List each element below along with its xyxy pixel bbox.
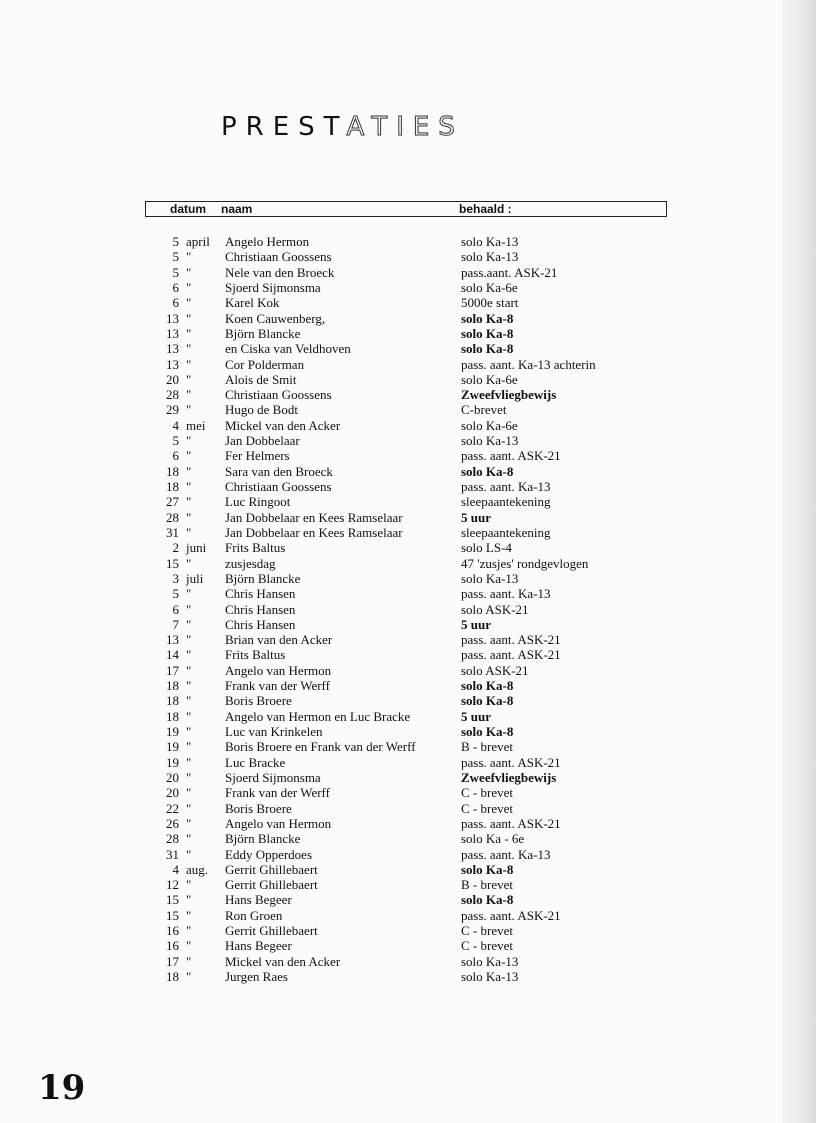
row-month: aug. — [186, 861, 209, 877]
row-month: " — [186, 907, 192, 923]
row-month: " — [186, 632, 192, 648]
row-month: " — [186, 831, 192, 847]
row-day: 18 — [166, 708, 179, 724]
row-day: 20 — [166, 371, 179, 387]
row-month: " — [186, 555, 192, 571]
table-row — [0, 418, 816, 433]
row-month: " — [186, 724, 192, 739]
row-achievement: B - brevet — [461, 739, 513, 755]
table-row — [0, 755, 816, 770]
row-day: 31 — [166, 846, 179, 862]
row-name: Chris Hansen — [225, 616, 296, 632]
table-row — [0, 954, 816, 969]
table-row — [0, 295, 816, 310]
row-day: 27 — [166, 494, 179, 510]
row-day: 5 — [172, 264, 179, 280]
row-month: " — [186, 279, 192, 295]
row-name: zusjesdag — [225, 555, 276, 571]
row-name: Hans Begeer — [225, 938, 292, 954]
row-achievement: solo Ka-13 — [461, 969, 519, 984]
table-row — [0, 464, 816, 479]
row-day: 3 — [172, 570, 179, 586]
table-row — [0, 556, 816, 571]
table-row — [0, 770, 816, 785]
row-day: 15 — [166, 892, 179, 908]
row-achievement: solo Ka-8 — [461, 325, 514, 341]
row-name: Gerrit Ghillebaert — [225, 877, 318, 893]
row-month: " — [186, 769, 192, 785]
row-name: Frank van der Werff — [225, 785, 330, 801]
row-month: " — [186, 295, 192, 311]
row-day: 31 — [166, 524, 179, 540]
row-name: Jan Dobbelaar en Kees Ramselaar — [225, 524, 403, 540]
row-name: Cor Polderman — [225, 356, 305, 372]
row-day: 19 — [166, 739, 179, 755]
table-row — [0, 387, 816, 402]
row-name: Luc Ringoot — [225, 494, 291, 510]
row-day: 13 — [166, 325, 179, 341]
row-achievement: solo Ka-6e — [461, 417, 518, 433]
row-day: 28 — [166, 509, 179, 525]
row-name: Fer Helmers — [225, 448, 290, 464]
row-day: 6 — [172, 295, 179, 311]
header-datum: datum — [170, 202, 206, 216]
row-achievement: solo LS-4 — [461, 540, 512, 556]
row-month: " — [186, 494, 192, 510]
table-row — [0, 847, 816, 862]
row-month: mei — [186, 417, 206, 433]
row-name: Frits Baltus — [225, 647, 286, 663]
row-name: Sjoerd Sijmonsma — [225, 769, 321, 785]
table-row — [0, 341, 816, 356]
table-row — [0, 265, 816, 280]
row-name: Hans Begeer — [225, 892, 292, 908]
row-name: Ron Groen — [225, 907, 283, 923]
row-name: Hugo de Bodt — [225, 402, 298, 418]
table-row — [0, 602, 816, 617]
row-achievement: C-brevet — [461, 402, 507, 418]
table-row — [0, 479, 816, 494]
row-achievement: 5000e start — [461, 295, 519, 311]
row-day: 18 — [166, 463, 179, 479]
table-row — [0, 693, 816, 708]
row-month: " — [186, 264, 192, 280]
row-achievement: pass. aant. Ka-13 — [461, 479, 551, 494]
table-row — [0, 785, 816, 800]
row-day: 28 — [166, 387, 179, 403]
row-achievement: 47 'zusjes' rondgevlogen — [461, 555, 589, 571]
row-name: Frits Baltus — [225, 540, 286, 556]
row-name: Angelo Hermon — [225, 234, 310, 249]
row-achievement: solo Ka-8 — [461, 341, 514, 357]
row-achievement: solo ASK-21 — [461, 662, 529, 678]
row-day: 17 — [166, 953, 179, 969]
row-day: 15 — [166, 555, 179, 571]
table-row — [0, 510, 816, 525]
row-achievement: sleepaantekening — [461, 494, 551, 510]
row-achievement: solo Ka-8 — [461, 892, 514, 908]
row-month: " — [186, 647, 192, 663]
row-month: " — [186, 800, 192, 816]
row-day: 5 — [172, 234, 179, 249]
title-outline-part: ATIES — [346, 112, 464, 142]
row-achievement: solo Ka-8 — [461, 861, 514, 877]
row-month: " — [186, 249, 192, 265]
row-month: " — [186, 509, 192, 525]
row-month: " — [186, 693, 192, 709]
row-day: 6 — [172, 448, 179, 464]
page-number: 19 — [38, 1068, 86, 1108]
row-achievement: solo Ka-13 — [461, 570, 519, 586]
row-month: juni — [186, 540, 207, 556]
row-name: Koen Cauwenberg, — [225, 310, 326, 326]
row-name: Christiaan Goossens — [225, 387, 332, 403]
row-achievement: pass. aant. ASK-21 — [461, 815, 561, 831]
row-month: " — [186, 387, 192, 403]
table-row — [0, 969, 816, 984]
row-month: " — [186, 708, 192, 724]
row-name: Angelo van Hermon en Luc Bracke — [225, 708, 411, 724]
row-name: Björn Blancke — [225, 325, 301, 341]
row-achievement: Zweefvliegbewijs — [461, 387, 557, 403]
row-day: 13 — [166, 632, 179, 648]
table-row — [0, 923, 816, 938]
row-month: " — [186, 356, 192, 372]
row-achievement: pass. aant. Ka-13 — [461, 586, 551, 602]
row-name: Frank van der Werff — [225, 678, 330, 694]
row-name: Eddy Opperdoes — [225, 846, 313, 862]
row-name: Mickel van den Acker — [225, 953, 341, 969]
row-day: 6 — [172, 279, 179, 295]
row-month: " — [186, 479, 192, 494]
row-month: " — [186, 463, 192, 479]
row-achievement: solo ASK-21 — [461, 601, 529, 617]
row-achievement: solo Ka-13 — [461, 234, 519, 249]
row-name: Sjoerd Sijmonsma — [225, 279, 321, 295]
table-row — [0, 739, 816, 754]
row-achievement: C - brevet — [461, 785, 513, 801]
row-day: 17 — [166, 662, 179, 678]
row-day: 7 — [172, 616, 179, 632]
row-month: " — [186, 448, 192, 464]
row-achievement: solo Ka-8 — [461, 724, 514, 739]
row-day: 15 — [166, 907, 179, 923]
row-day: 18 — [166, 693, 179, 709]
table-row — [0, 540, 816, 555]
row-name: Gerrit Ghillebaert — [225, 923, 318, 939]
table-row — [0, 448, 816, 463]
row-month: " — [186, 341, 192, 357]
achievements-table — [0, 234, 816, 984]
row-month: " — [186, 310, 192, 326]
table-row — [0, 372, 816, 387]
row-name: Nele van den Broeck — [225, 264, 335, 280]
row-day: 5 — [172, 249, 179, 265]
row-achievement: solo Ka-8 — [461, 693, 514, 709]
row-day: 2 — [172, 540, 179, 556]
row-achievement: sleepaantekening — [461, 524, 551, 540]
row-day: 26 — [166, 815, 179, 831]
row-month: " — [186, 402, 192, 418]
row-achievement: Zweefvliegbewijs — [461, 769, 557, 785]
row-month: " — [186, 938, 192, 954]
row-achievement: B - brevet — [461, 877, 513, 893]
row-month: " — [186, 877, 192, 893]
row-name: Karel Kok — [225, 295, 280, 311]
row-day: 4 — [172, 417, 179, 433]
row-day: 6 — [172, 601, 179, 617]
table-row — [0, 709, 816, 724]
table-header — [145, 201, 667, 217]
row-name: Luc van Krinkelen — [225, 724, 323, 739]
row-name: Mickel van den Acker — [225, 417, 341, 433]
table-row — [0, 571, 816, 586]
row-month: juli — [186, 570, 204, 586]
row-achievement: pass. aant. Ka-13 achterin — [461, 356, 596, 372]
row-month: " — [186, 524, 192, 540]
row-day: 22 — [166, 800, 179, 816]
row-name: Björn Blancke — [225, 831, 301, 847]
row-achievement: solo Ka-13 — [461, 433, 519, 449]
row-achievement: 5 uur — [461, 509, 491, 525]
row-name: Boris Broere en Frank van der Werff — [225, 739, 416, 755]
header-naam: naam — [221, 202, 253, 216]
table-row — [0, 525, 816, 540]
row-day: 5 — [172, 586, 179, 602]
table-row — [0, 678, 816, 693]
title-solid-part: PREST — [221, 112, 347, 142]
row-name: Alois de Smit — [225, 371, 297, 387]
row-day: 18 — [166, 479, 179, 494]
row-achievement: pass. aant. Ka-13 — [461, 846, 551, 862]
row-name: Christiaan Goossens — [225, 479, 332, 494]
row-month: " — [186, 662, 192, 678]
table-row — [0, 234, 816, 249]
row-name: en Ciska van Veldhoven — [225, 341, 351, 357]
row-name: Boris Broere — [225, 800, 292, 816]
row-month: " — [186, 616, 192, 632]
row-month: " — [186, 969, 192, 984]
row-month: " — [186, 785, 192, 801]
table-row — [0, 632, 816, 647]
row-name: Jan Dobbelaar en Kees Ramselaar — [225, 509, 403, 525]
row-achievement: C - brevet — [461, 938, 513, 954]
row-month: " — [186, 433, 192, 449]
table-row — [0, 801, 816, 816]
table-row — [0, 357, 816, 372]
row-day: 13 — [166, 356, 179, 372]
row-month: " — [186, 678, 192, 694]
table-row — [0, 862, 816, 877]
table-row — [0, 402, 816, 417]
row-day: 29 — [166, 402, 179, 418]
row-achievement: 5 uur — [461, 708, 491, 724]
table-row — [0, 433, 816, 448]
table-row — [0, 494, 816, 509]
row-day: 16 — [166, 923, 179, 939]
row-day: 18 — [166, 969, 179, 984]
row-achievement: pass. aant. ASK-21 — [461, 632, 561, 648]
row-name: Jan Dobbelaar — [225, 433, 300, 449]
row-achievement: pass. aant. ASK-21 — [461, 754, 561, 770]
row-month: april — [186, 234, 210, 249]
row-day: 14 — [166, 647, 179, 663]
row-name: Angelo van Hermon — [225, 662, 332, 678]
row-month: " — [186, 325, 192, 341]
row-achievement: pass. aant. ASK-21 — [461, 907, 561, 923]
row-achievement: 5 uur — [461, 616, 491, 632]
row-month: " — [186, 953, 192, 969]
row-name: Sara van den Broeck — [225, 463, 333, 479]
table-row — [0, 249, 816, 264]
row-month: " — [186, 754, 192, 770]
row-day: 19 — [166, 724, 179, 739]
row-name: Luc Bracke — [225, 754, 286, 770]
table-row — [0, 586, 816, 601]
row-day: 28 — [166, 831, 179, 847]
row-day: 13 — [166, 310, 179, 326]
row-name: Brian van den Acker — [225, 632, 333, 648]
row-name: Boris Broere — [225, 693, 292, 709]
row-achievement: solo Ka-6e — [461, 279, 518, 295]
row-name: Christiaan Goossens — [225, 249, 332, 265]
table-row — [0, 280, 816, 295]
table-row — [0, 816, 816, 831]
row-achievement: C - brevet — [461, 923, 513, 939]
row-name: Björn Blancke — [225, 570, 301, 586]
header-behaald: behaald : — [459, 202, 512, 216]
row-achievement: solo Ka-13 — [461, 249, 519, 265]
row-achievement: pass. aant. ASK-21 — [461, 448, 561, 464]
row-achievement: solo Ka-13 — [461, 953, 519, 969]
row-achievement: solo Ka - 6e — [461, 831, 525, 847]
row-month: " — [186, 739, 192, 755]
row-achievement: solo Ka-8 — [461, 678, 514, 694]
row-day: 12 — [166, 877, 179, 893]
row-month: " — [186, 892, 192, 908]
row-achievement: solo Ka-8 — [461, 463, 514, 479]
row-day: 20 — [166, 785, 179, 801]
table-row — [0, 877, 816, 892]
table-row — [0, 908, 816, 923]
row-achievement: solo Ka-8 — [461, 310, 514, 326]
row-month: " — [186, 371, 192, 387]
row-month: " — [186, 923, 192, 939]
row-month: " — [186, 586, 192, 602]
row-name: Jurgen Raes — [225, 969, 288, 984]
row-day: 13 — [166, 341, 179, 357]
row-day: 19 — [166, 754, 179, 770]
row-day: 16 — [166, 938, 179, 954]
row-month: " — [186, 815, 192, 831]
row-achievement: pass.aant. ASK-21 — [461, 264, 558, 280]
row-name: Chris Hansen — [225, 601, 296, 617]
table-row — [0, 724, 816, 739]
row-month: " — [186, 846, 192, 862]
row-achievement: pass. aant. ASK-21 — [461, 647, 561, 663]
table-row — [0, 831, 816, 846]
row-month: " — [186, 601, 192, 617]
row-day: 18 — [166, 678, 179, 694]
table-row — [0, 311, 816, 326]
table-row — [0, 617, 816, 632]
row-achievement: solo Ka-6e — [461, 371, 518, 387]
row-name: Angelo van Hermon — [225, 815, 332, 831]
row-day: 5 — [172, 433, 179, 449]
table-row — [0, 326, 816, 341]
table-row — [0, 647, 816, 662]
table-row — [0, 663, 816, 678]
row-day: 20 — [166, 769, 179, 785]
row-achievement: C - brevet — [461, 800, 513, 816]
row-name: Gerrit Ghillebaert — [225, 861, 318, 877]
row-day: 4 — [172, 861, 179, 877]
table-row — [0, 892, 816, 907]
table-row — [0, 938, 816, 953]
page-title — [221, 112, 464, 142]
row-name: Chris Hansen — [225, 586, 296, 602]
